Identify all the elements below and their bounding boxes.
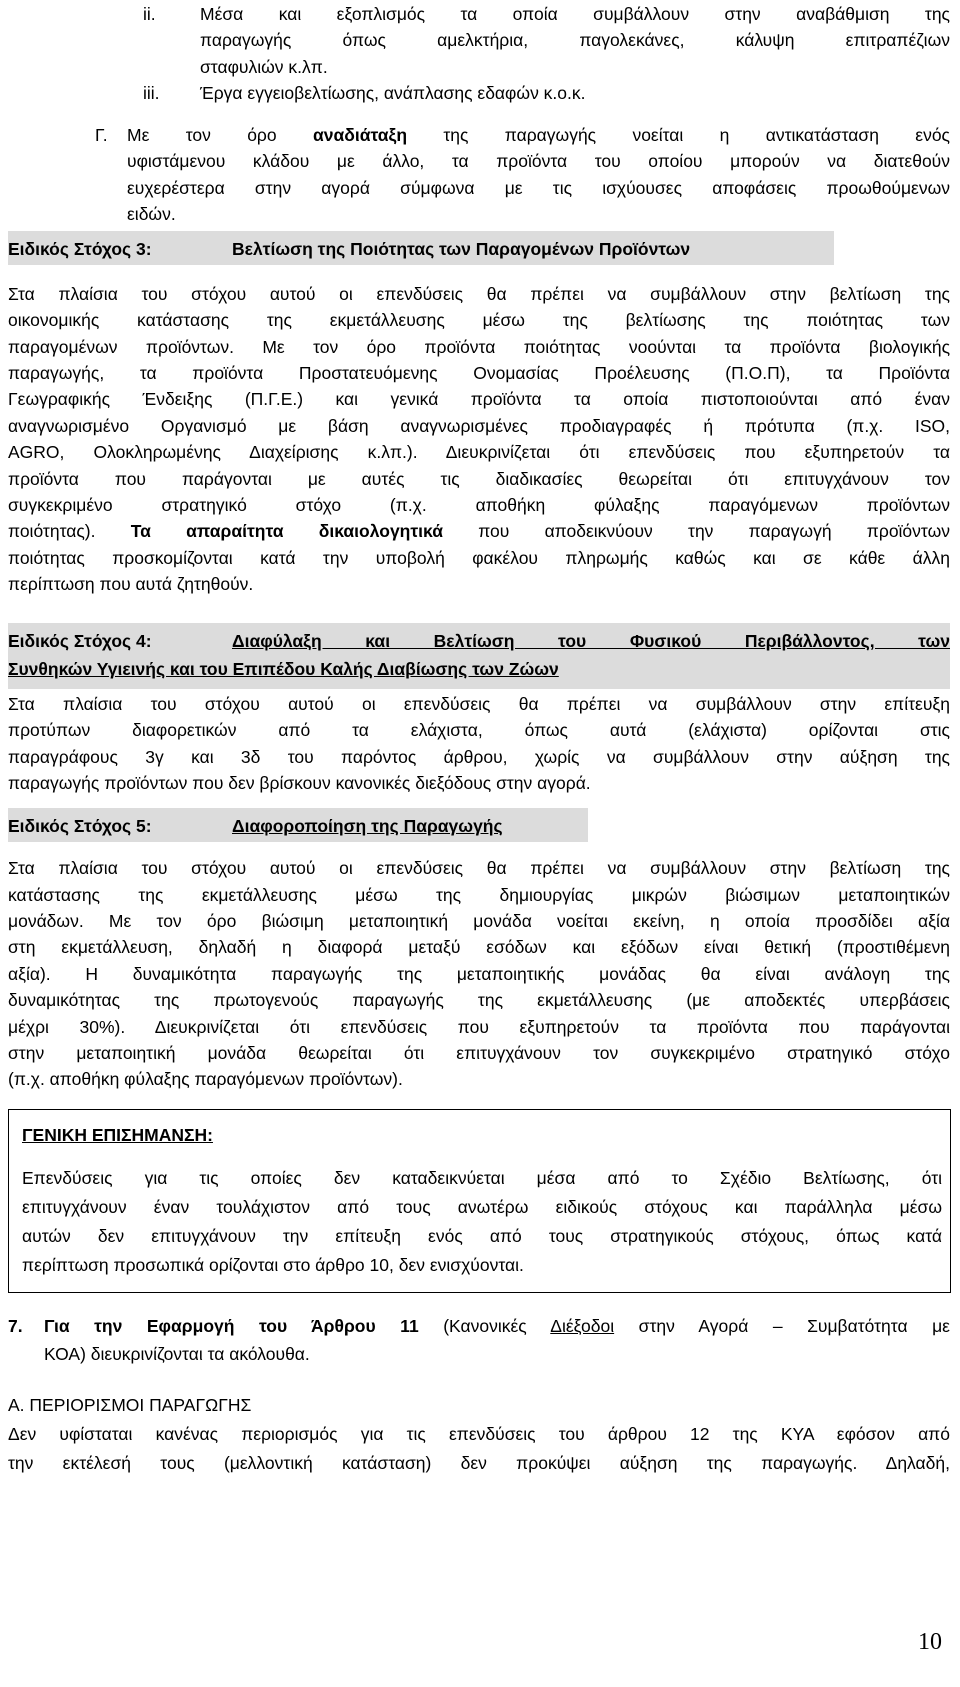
list-item-iii-line1: Έργα εγγειοβελτίωσης, ανάπλασης εδαφών κ.ο.κ. <box>200 83 586 103</box>
item-gamma-line1: Με τον όρο αναδιάταξη της παραγωγής νοείται η αντικατάσταση ενός <box>127 125 950 145</box>
list-item-ii-line2: παραγωγής όπως αμελκτήρια, παγολεκάνες, κάλυψη επιτραπέζιων <box>200 30 950 50</box>
goal3-line: ποιότητας). Τα απαραίτητα δικαιολογητικά που αποδεικνύουν την παραγωγή προϊόντων <box>8 521 950 541</box>
goal3-line: ποιότητας προσκομίζονται κατά την υποβολή φακέλου πληρωμής καθώς και σε κάθε άλλη <box>8 548 950 568</box>
section-a-line1: Δεν υφίσταται κανένας περιορισμός για τις επενδύσεις του άρθρου 12 της ΚΥΑ εφόσον από <box>8 1424 950 1444</box>
term-anadiataxi: αναδιάταξη <box>312 125 408 145</box>
item-gamma-line2: υφιστάμενου κλάδου με άλλο, τα προϊόντα του οποίου μπορούν να διατεθούν <box>127 151 950 171</box>
general-note-line: περίπτωση προσωπικά ορίζονται στο άρθρο 10, δεν ενισχύονται. <box>22 1255 524 1275</box>
list-item-ii-line3: σταφυλιών κ.λπ. <box>200 57 328 77</box>
item-gamma-line4: ειδών. <box>127 204 176 224</box>
goal3-label: Ειδικός Στόχος 3: <box>8 239 152 259</box>
list-marker-iii: iii. <box>143 83 160 103</box>
goal5-title: Διαφοροποίηση της Παραγωγής <box>232 816 503 836</box>
item-gamma-line3: ευχερέστερα στην αγορά σύμφωνα με τις ισχύουσες αποφάσεις προωθούμενων <box>127 178 950 198</box>
goal3-line: προϊόντα που παράγονται με αυτές τις διαδικασίες θεωρείται ότι επιτυγχάνουν τον <box>8 469 950 489</box>
goal3-line: οικονομικής κατάστασης της εκμετάλλευσης μέσω της βελτίωσης της ποιότητας των <box>8 310 950 330</box>
general-note-line: επιτυγχάνουν έναν τουλάχιστον από τους ανωτέρω ειδικούς στόχους και παράλληλα μέσω <box>22 1197 942 1217</box>
section-a-heading: Α. ΠΕΡΙΟΡΙΣΜΟΙ ΠΑΡΑΓΩΓΗΣ <box>8 1395 252 1415</box>
article-11-heading: Για την Εφαρμογή του Άρθρου 11 <box>44 1316 419 1336</box>
item7-marker: 7. <box>8 1316 23 1336</box>
goal4-line: προτύπων διαφορετικών από τα ελάχιστα, όπως αυτά (ελάχιστα) ορίζονται στις <box>8 720 950 740</box>
goal5-line: στη εκμετάλλευση, δηλαδή η διαφορά μεταξύ εσόδων και εξόδων είναι θετική (προστιθέμενη <box>8 937 950 957</box>
goal5-line: μέχρι 30%). Διευκρινίζεται ότι επενδύσεις που εξυπηρετούν τα προϊόντα που παράγονται <box>8 1017 950 1037</box>
page-number: 10 <box>918 1629 942 1655</box>
goal5-line: μονάδων. Με τον όρο βιώσιμη μεταποιητική μονάδα νοείται εκείνη, η οποία προσδίδει αξία <box>8 911 950 931</box>
goal3-line: παραγομένων προϊόντων. Με τον όρο προϊόντα ποιότητας νοούνται τα προϊόντα βιολογικής <box>8 337 950 357</box>
goal3-line: περίπτωση που αυτά ζητηθούν. <box>8 574 254 594</box>
goal5-line: στην μεταποιητική μονάδα θεωρείται ότι επιτυγχάνουν τον συγκεκριμένο στρατηγικό στόχο <box>8 1043 950 1063</box>
goal5-line: αξία). Η δυναμικότητα παραγωγής της μεταποιητικής μονάδας θα είναι ανάλογη της <box>8 964 950 984</box>
general-note-line: αυτών δεν επιτυγχάνουν την επίτευξη ενός από τους στρατηγικούς στόχους, όπως κατά <box>22 1226 942 1246</box>
item7-line1: Για την Εφαρμογή του Άρθρου 11 (Κανονικές Διέξοδοι στην Αγορά – Συμβατότητα με <box>44 1316 950 1336</box>
goal5-label: Ειδικός Στόχος 5: <box>8 816 152 836</box>
goal3-line: AGRO, Ολοκληρωμένης Διαχείρισης κ.λπ.). Διευκρινίζεται ότι επενδύσεις που εξυπηρετούν τα <box>8 442 950 462</box>
goal5-line: Στα πλαίσια του στόχου αυτού οι επενδύσεις θα πρέπει να συμβάλλουν στην βελτίωση της <box>8 858 950 878</box>
goal4-title-line1: Διαφύλαξη και Βελτίωση του Φυσικού Περιβάλλοντος, των <box>232 631 950 651</box>
required-documents-term: Τα απαραίτητα δικαιολογητικά <box>130 521 443 541</box>
goal3-line: Γεωγραφικής Ένδειξης (Π.Γ.Ε.) και γενικά προϊόντα τα οποία πιστοποιούνται από έναν <box>8 389 950 409</box>
goal3-line: αναγνωρισμένο Οργανισμό με βάση αναγνωρισμένες προδιαγραφές ή πρότυπα (π.χ. ISO, <box>8 416 950 436</box>
general-note-line: Επενδύσεις για τις οποίες δεν καταδεικνύεται μέσα από το Σχέδιο Βελτίωσης, ότι <box>22 1168 942 1188</box>
list-marker-ii: ii. <box>143 4 156 24</box>
section-a-line2: την εκτέλεσή τους (μελλοντική κατάσταση) δεν προκύψει αύξηση της παραγωγής. Δηλαδή, <box>8 1453 950 1473</box>
goal3-line: Στα πλαίσια του στόχου αυτού οι επενδύσεις θα πρέπει να συμβάλλουν στην βελτίωση της <box>8 284 950 304</box>
general-note-title: ΓΕΝΙΚΗ ΕΠΙΣΗΜΑΝΣΗ: <box>22 1125 213 1145</box>
goal3-line: συγκεκριμένο στρατηγικό στόχο (π.χ. αποθήκη φύλαξης παραγόμενων προϊόντων <box>8 495 950 515</box>
goal4-title-line2: Συνθηκών Υγιεινής και του Επιπέδου Καλής Διαβίωσης των Ζώων <box>8 659 559 679</box>
goal3-line: παραγωγής, τα προϊόντα Προστατευόμενης Ονομασίας Προέλευσης (Π.Ο.Π), τα Προϊόντα <box>8 363 950 383</box>
goal4-line: παραγωγής προϊόντων που δεν βρίσκουν κανονικές διεξόδους στην αγορά. <box>8 773 591 793</box>
goal4-line: παραγράφους 3γ και 3δ του παρόντος άρθρου, χωρίς να συμβάλλουν στην αύξηση της <box>8 747 950 767</box>
list-marker-gamma: Γ. <box>95 125 108 145</box>
list-item-ii-line1: Μέσα και εξοπλισμός τα οποία συμβάλλουν στην αναβάθμιση της <box>200 4 950 24</box>
goal5-line: δυναμικότητας της πρωτογενούς παραγωγής της εκμετάλλευσης (με αποδεκτές υπερβάσεις <box>8 990 950 1010</box>
goal5-line: κατάστασης της εκμετάλλευσης μέσω της δημιουργίας μικρών βιώσιμων μεταποιητικών <box>8 885 950 905</box>
goal5-line: (π.χ. αποθήκη φύλαξης παραγόμενων προϊόντων). <box>8 1069 403 1089</box>
goal4-label: Ειδικός Στόχος 4: <box>8 631 152 651</box>
goal3-title: Βελτίωση της Ποιότητας των Παραγομένων Προϊόντων <box>232 239 691 259</box>
goal4-line: Στα πλαίσια του στόχου αυτού οι επενδύσεις θα πρέπει να συμβάλλουν στην επίτευξη <box>8 694 950 714</box>
item7-line2: ΚΟΑ) διευκρινίζονται τα ακόλουθα. <box>44 1344 310 1364</box>
